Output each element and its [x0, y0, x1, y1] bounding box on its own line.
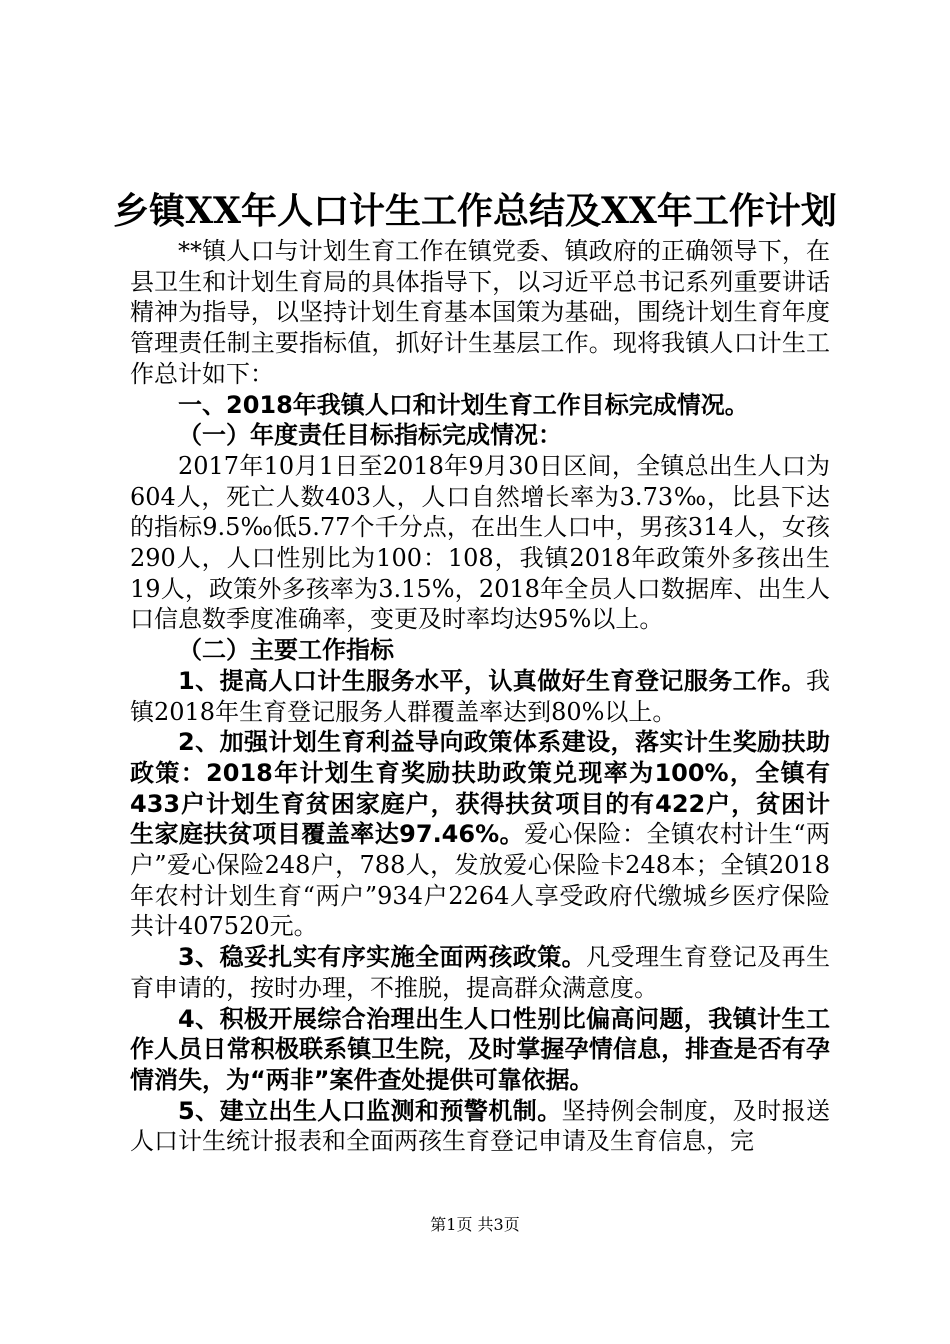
item-4-paragraph — [130, 1004, 830, 1096]
item-3-paragraph — [130, 942, 830, 1003]
intro-paragraph: **镇人口与计划生育工作在镇党委、镇政府的正确领导下，在县卫生和计划生育局的具体指导下，以习近平总书记系列重要讲话精神为指导，以坚持计划生育基本国策为基础，围绕计划生育年度管理责任制主要指标值，抓好计生基层工作。现将我镇人口计生工作总计如下： — [130, 237, 830, 388]
item-4-bold: 4、积极开展综合治理出生人口性别比偏高问题，我镇计生工作人员日常积极联系镇卫生院，及时掌握孕情信息，排查是否有孕情消失，为“两非”案件查处提供可靠依据。 — [130, 1004, 830, 1094]
item-5-text: 坚持例会制度，及时报送人口计生统计报表和全面两孩生育登记申请及生育信息，完 — [130, 1096, 831, 1156]
page-footer: 第1页 共3页 — [430, 1215, 520, 1234]
item-5-bold: 5、建立出生人口监测和预警机制。 — [178, 1096, 562, 1125]
subsection-1-heading: （一）年度责任目标指标完成情况： — [178, 421, 562, 450]
item-2-paragraph — [130, 727, 830, 942]
item-1-bold: 1、提高人口计生服务水平，认真做好生育登记服务工作。 — [178, 666, 806, 695]
document-body — [130, 236, 830, 1157]
subsection-1-body: 2017年10月1日至2018年9月30日区间，全镇总出生人口为604人，死亡人数403人，人口自然增长率为3.73‰，比县下达的指标9.5‰低5.77个千分点，在出生人口中，男孩314人，女孩290人，人口性别比为100：108，我镇2018年政策外多孩出生19人，政策外多孩率为3.15%，2018年全员人口数据库、出生人口信息数季度准确率，变更及时率均达95%以上。 — [130, 451, 830, 634]
item-1-text: 我镇2018年生育登记服务人群覆盖率达到80%以上。 — [130, 666, 830, 726]
item-3-bold: 3、稳妥扎实有序实施全面两孩政策。 — [178, 943, 587, 972]
item-2-bold: 2、加强计划生育利益导向政策体系建设，落实计生奖励扶助政策：2018年计划生育奖励扶助政策兑现率为100%，全镇有433户计划生育贫困家庭户，获得扶贫项目的有422户，贫困计生家庭扶贫项目覆盖率达97.46%。 — [130, 728, 830, 849]
item-3-text: 凡受理生育登记及再生育申请的，按时办理，不推脱，提高群众满意度。 — [130, 943, 831, 1002]
document-title: 乡镇XX年人口计生工作总结及XX年工作计划 — [113, 190, 837, 232]
item-5-paragraph — [130, 1096, 830, 1157]
section-1-heading: 一、2018年我镇人口和计划生育工作目标完成情况。 — [178, 390, 749, 419]
item-1-paragraph — [130, 666, 830, 727]
item-2-text: 爱心保险：全镇农村计生“两户”爱心保险248户，788人，发放爱心保险卡248本；全镇2018年农村计划生育“两户”934户2264人享受政府代缴城乡医疗保险共计407520元。 — [130, 820, 830, 941]
subsection-2-heading: （二）主要工作指标 — [178, 636, 394, 665]
